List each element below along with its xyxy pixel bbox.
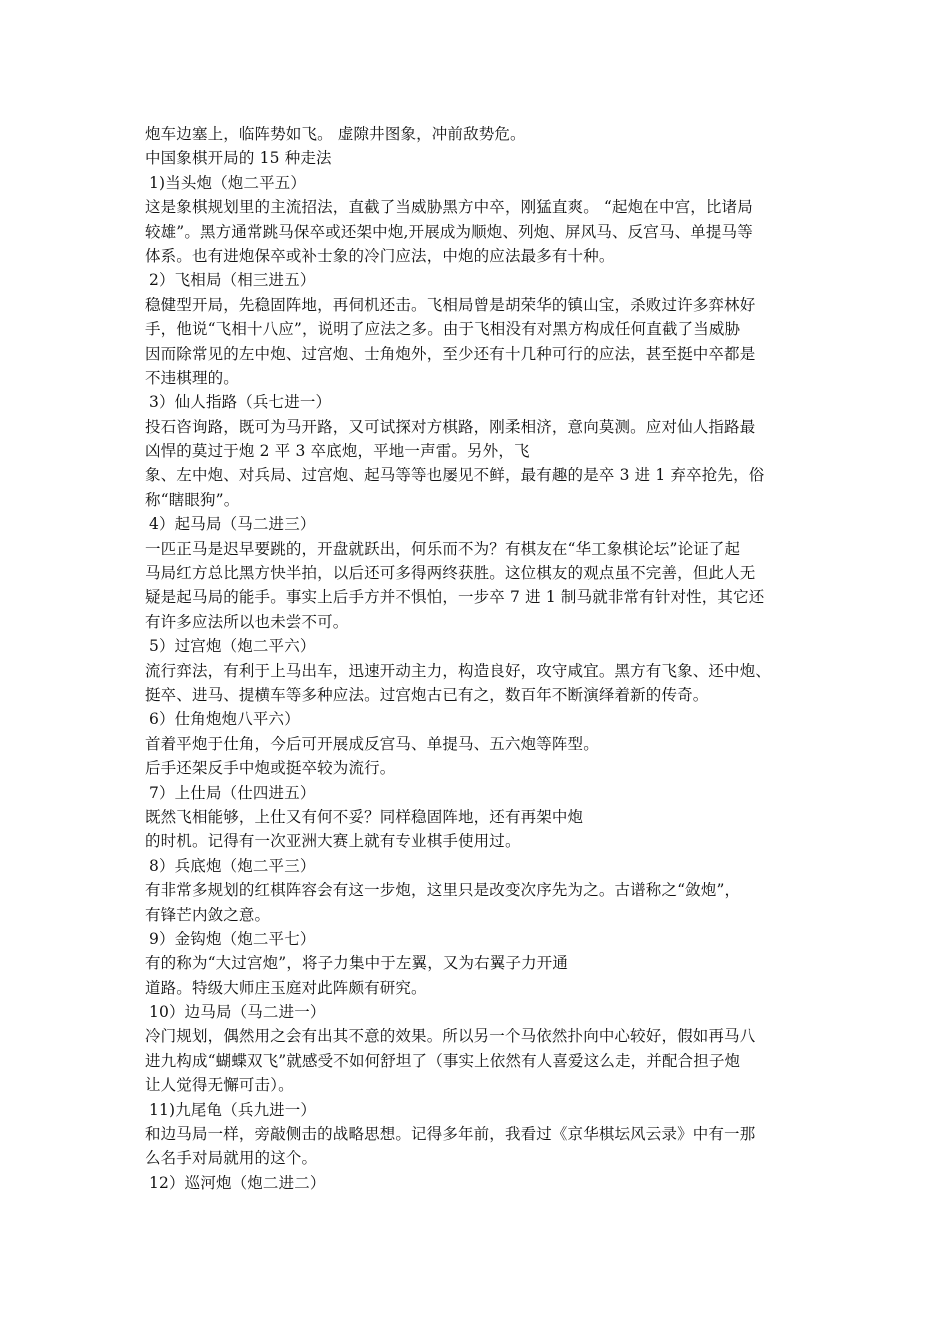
paragraph-line: 道路。特级大师庄玉庭对此阵颇有研究。 [145,978,427,997]
paragraph-line: 投石咨询路，既可为马开路，又可试探对方棋路，刚柔相济，意向莫测。应对仙人指路最 [145,417,756,436]
opening-heading-3: 3）仙人指路（兵七进一） [149,393,332,412]
paragraph-line: 较雄”。黑方通常跳马保卒或还架中炮,开展成为顺炮、列炮、屏风马、反宫马、单提马等 [145,222,753,241]
paragraph-line: 有许多应法所以也未尝不可。 [145,612,349,631]
paragraph-line: 有的称为“大过宫炮”，将子力集中于左翼，又为右翼子力开通 [145,954,569,973]
section-title: 中国象棋开局的 15 种走法 [145,149,332,168]
opening-heading-2: 2）飞相局（相三进五） [149,271,316,290]
poem-line: 炮车边塞上，临阵势如飞。 虚隙井图象，冲前敌势危。 [145,125,526,143]
paragraph-line: 体系。也有进炮保卒或补士象的冷门应法，中炮的应法最多有十种。 [145,246,615,265]
paragraph-line: 这是象棋规划里的主流招法，直截了当威胁黑方中卒，刚猛直爽。 “起炮在中宫，比诸局 [145,198,753,217]
paragraph-line: 凶悍的莫过于炮 2 平 3 卒底炮，平地一声雷。另外，飞 [145,442,530,461]
paragraph-line: 有非常多规划的红棋阵容会有这一步炮，这里只是改变次序先为之。古谱称之“敛炮”， [145,881,741,900]
paragraph-line: 疑是起马局的能手。事实上后手方并不惧怕，一步卒 7 进 1 制马就非常有针对性，其它还 [145,588,765,607]
paragraph-line: 进九构成“蝴蝶双飞”就感受不如何舒坦了（事实上依然有人喜爱这么走，并配合担子炮 [145,1051,741,1070]
paragraph-line: 么名手对局就用的这个。 [145,1149,318,1168]
opening-heading-1: 1)当头炮（炮二平五） [149,173,307,192]
paragraph-line: 手，他说“飞相十八应”，说明了应法之多。由于飞相没有对黑方构成任何直截了当威胁 [145,320,741,339]
paragraph-line: 首着平炮于仕角，今后可开展成反宫马、单提马、五六炮等阵型。 [145,734,599,753]
paragraph-line: 和边马局一样，旁敲侧击的战略思想。记得多年前，我看过《京华棋坛风云录》中有一那 [145,1125,756,1144]
opening-heading-7: 7）上仕局（仕四进五） [149,783,316,802]
document-page [145,122,815,1195]
paragraph-line: 象、左中炮、对兵局、过宫炮、起马等等也屡见不鲜，最有趣的是卒 3 进 1 弃卒抢先，俗 [145,466,765,485]
paragraph-line: 既然飞相能够，上仕又有何不妥？同样稳固阵地，还有再架中炮 [145,807,584,826]
paragraph-line: 因而除常见的左中炮、过宫炮、士角炮外，至少还有十几种可行的应法，甚至挺中卒都是 [145,344,756,363]
paragraph-line: 流行弈法，有利于上马出车，迅速开动主力，构造良好，攻守咸宜。黑方有飞象、还中炮、 [145,661,772,680]
opening-heading-12: 12）巡河炮（炮二进二） [149,1173,326,1192]
opening-heading-4: 4）起马局（马二进三） [149,515,316,534]
paragraph-line: 的时机。记得有一次亚洲大赛上就有专业棋手使用过。 [145,832,521,851]
paragraph-line: 称“瞎眼狗”。 [145,490,240,509]
paragraph-line: 不违棋理的。 [145,368,239,387]
paragraph-line: 一匹正马是迟早要跳的，开盘就跃出，何乐而不为？有棋友在“华工象棋论坛”论证了起 [145,539,741,558]
paragraph-line: 冷门规划，偶然用之会有出其不意的效果。所以另一个马依然扑向中心较好，假如再马八 [145,1027,756,1046]
opening-heading-6: 6）仕角炮炮八平六） [149,710,300,729]
paragraph-line: 有锋芒内敛之意。 [145,905,271,924]
opening-heading-5: 5）过宫炮（炮二平六） [149,637,316,656]
paragraph-line: 后手还架反手中炮或挺卒较为流行。 [145,759,396,778]
opening-heading-10: 10）边马局（马二进一） [149,1003,326,1022]
opening-heading-8: 8）兵底炮（炮二平三） [149,856,316,875]
paragraph-line: 挺卒、进马、提横车等多种应法。过宫炮古已有之，数百年不断演绎着新的传奇。 [145,685,709,704]
opening-heading-11: 11)九尾龟（兵九进一） [149,1100,317,1119]
opening-heading-9: 9）金钩炮（炮二平七） [149,929,316,948]
paragraph-line: 马局红方总比黑方快半拍，以后还可多得两终获胜。这位棋友的观点虽不完善，但此人无 [145,564,756,583]
paragraph-line: 稳健型开局，先稳固阵地，再伺机还击。飞相局曾是胡荣华的镇山宝，杀败过许多弈林好 [145,295,756,314]
paragraph-line: 让人觉得无懈可击）。 [145,1076,294,1095]
